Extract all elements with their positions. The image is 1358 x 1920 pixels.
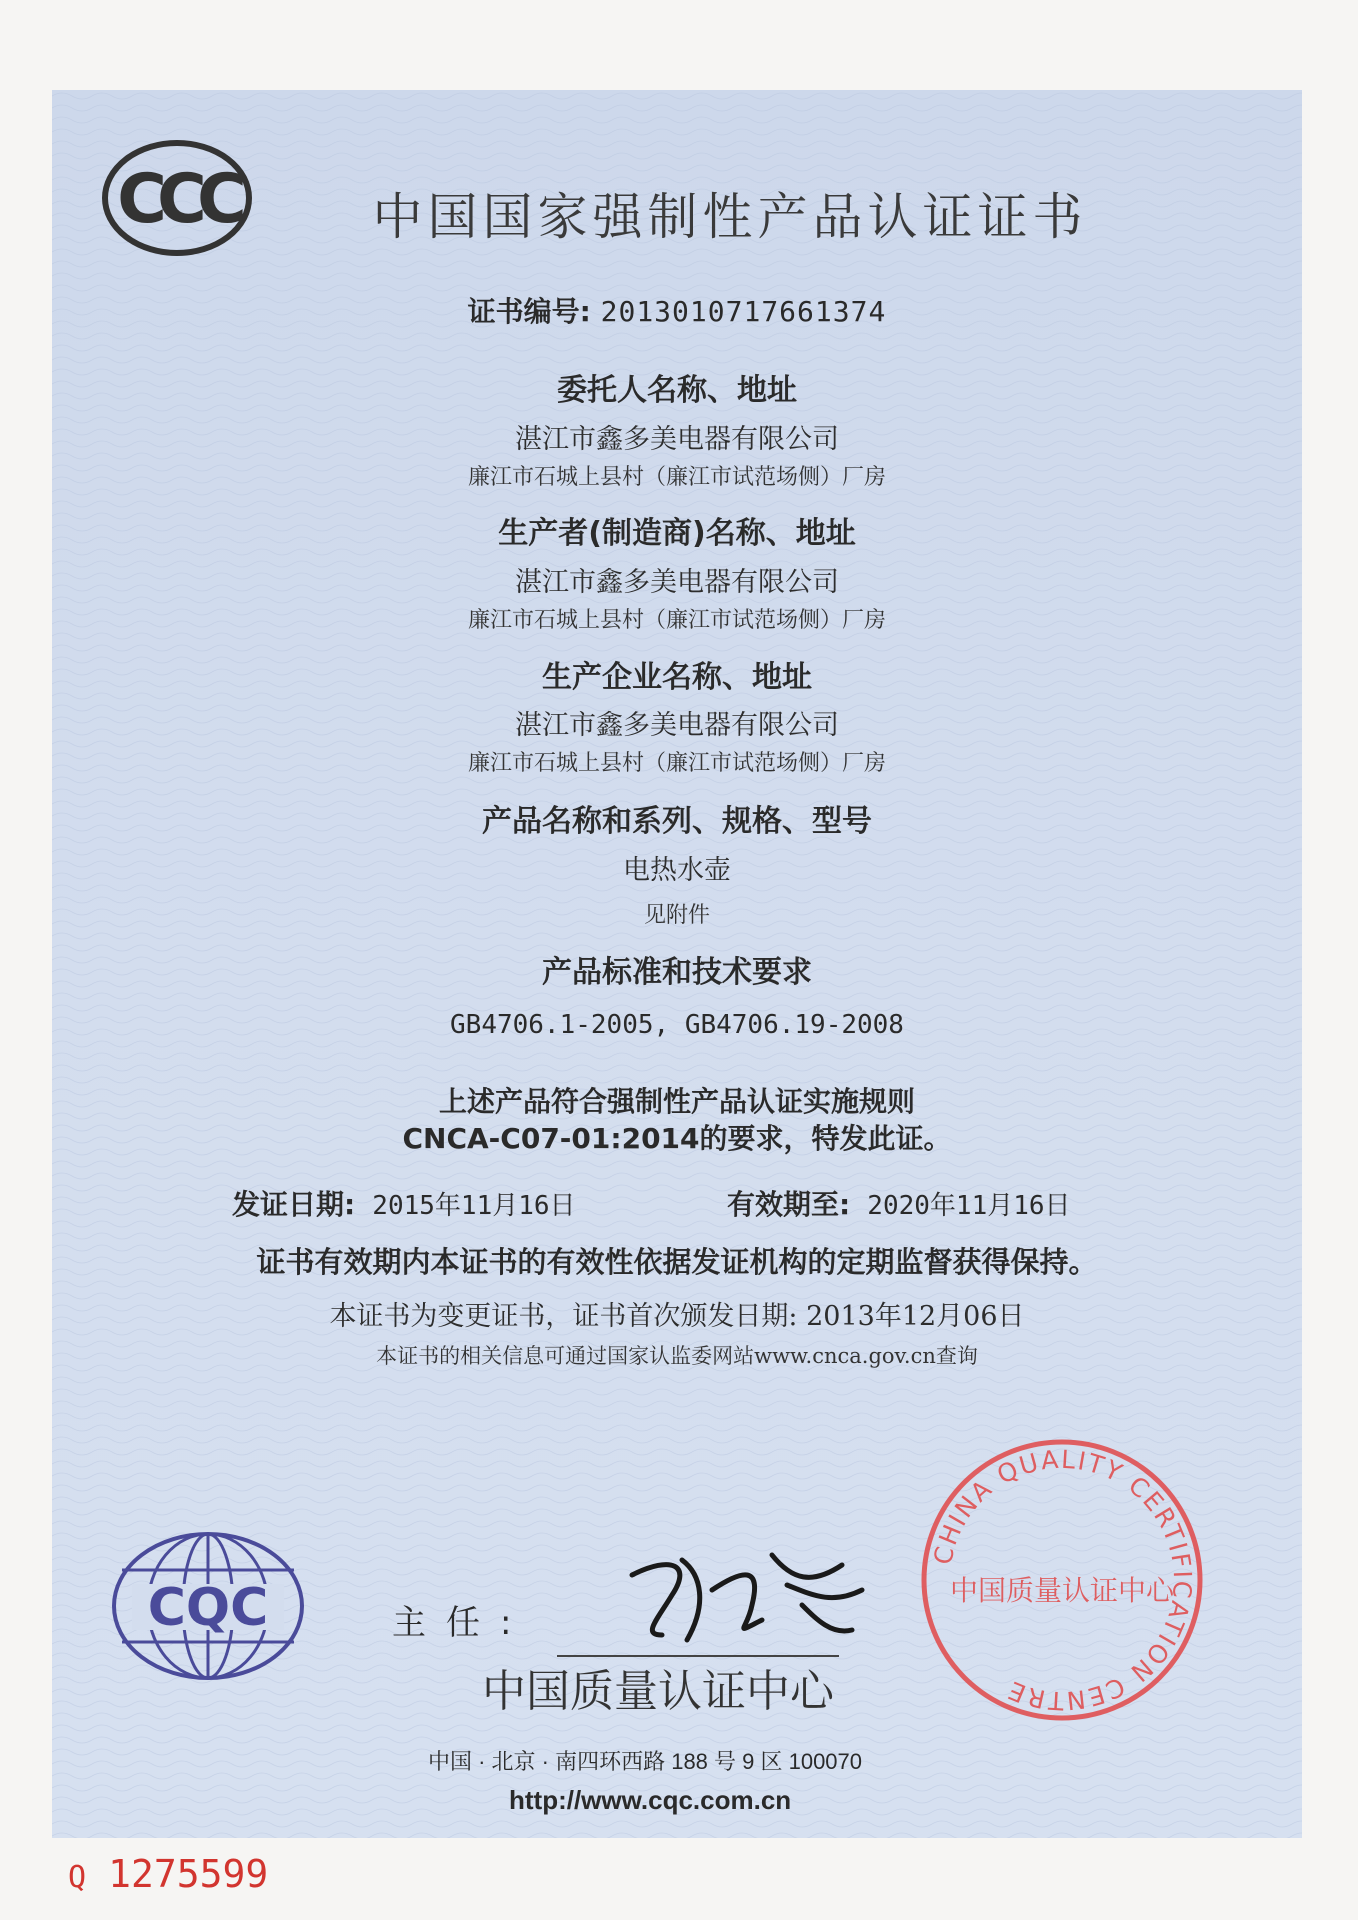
- serial-value: 1275599: [108, 1852, 269, 1896]
- cqc-globe-icon: [110, 1530, 306, 1682]
- conformity-line2: CNCA-C07-01:2014的要求，特发此证。: [402, 1122, 952, 1155]
- factory-address: 廉江市石城上县村（廉江市试范场侧）厂房: [467, 751, 886, 776]
- expiry-date-label: 有效期至:: [727, 1188, 851, 1221]
- ccc-mark-icon: [102, 140, 252, 256]
- issuer-address: 中国 · 北京 · 南四环西路 188 号 9 区 100070: [428, 1749, 863, 1774]
- applicant-heading: 委托人名称、地址: [557, 373, 797, 408]
- standards-value: GB4706.1-2005, GB4706.19-2008: [450, 1010, 904, 1040]
- certificate-number: [52, 290, 1302, 330]
- issue-date: [232, 1183, 576, 1223]
- applicant-name: 湛江市鑫多美电器有限公司: [515, 424, 839, 455]
- serial-number: [68, 1852, 268, 1896]
- certificate-number-value: 2013010717661374: [600, 295, 887, 328]
- certificate-panel: [52, 90, 1302, 1838]
- manufacturer-heading: 生产者(制造商)名称、地址: [498, 516, 856, 551]
- info-note: 本证书的相关信息可通过国家认监委网站www.cnca.gov.cn查询: [376, 1344, 978, 1368]
- director-signature: [612, 1535, 882, 1655]
- director-label: 主任:: [392, 1603, 532, 1643]
- seal-outer-text: CHINA QUALITY CERTIFICATION CENTRE: [927, 1444, 1198, 1716]
- issuer-url[interactable]: http://www.cqc.com.cn: [509, 1785, 792, 1815]
- validity-statement: 证书有效期内本证书的有效性依据发证机构的定期监督获得保持。: [256, 1245, 1098, 1279]
- change-note: 本证书为变更证书，证书首次颁发日期: 2013年12月06日: [329, 1301, 1025, 1332]
- standards-heading: 产品标准和技术要求: [542, 955, 812, 990]
- issue-date-label: 发证日期:: [232, 1188, 356, 1221]
- certificate-number-label: 证书编号:: [467, 295, 591, 328]
- expiry-date-value: 2020年11月16日: [867, 1191, 1071, 1221]
- cqc-logo-text: CQC: [147, 1578, 269, 1638]
- conformity-line1: 上述产品符合强制性产品认证实施规则: [438, 1085, 915, 1118]
- manufacturer-name: 湛江市鑫多美电器有限公司: [515, 567, 839, 598]
- ccc-logo-text: CCC: [117, 160, 237, 239]
- issue-date-value: 2015年11月16日: [372, 1191, 576, 1221]
- expiry-date: [727, 1183, 1071, 1223]
- product-name: 电热水壶: [623, 855, 731, 886]
- official-seal-icon: [917, 1435, 1207, 1725]
- issuer-name: 中国质量认证中心: [482, 1666, 834, 1717]
- product-heading: 产品名称和系列、规格、型号: [482, 804, 872, 839]
- serial-prefix: Q: [68, 1860, 87, 1895]
- factory-heading: 生产企业名称、地址: [542, 660, 812, 695]
- factory-name: 湛江市鑫多美电器有限公司: [515, 710, 839, 741]
- manufacturer-address: 廉江市石城上县村（廉江市试范场侧）厂房: [467, 608, 886, 633]
- product-note: 见附件: [643, 903, 710, 928]
- seal-inner-text: 中国质量认证中心: [949, 1574, 1175, 1607]
- certificate-title: 中国国家强制性产品认证证书: [372, 188, 1088, 246]
- applicant-address: 廉江市石城上县村（廉江市试范场侧）厂房: [467, 465, 886, 490]
